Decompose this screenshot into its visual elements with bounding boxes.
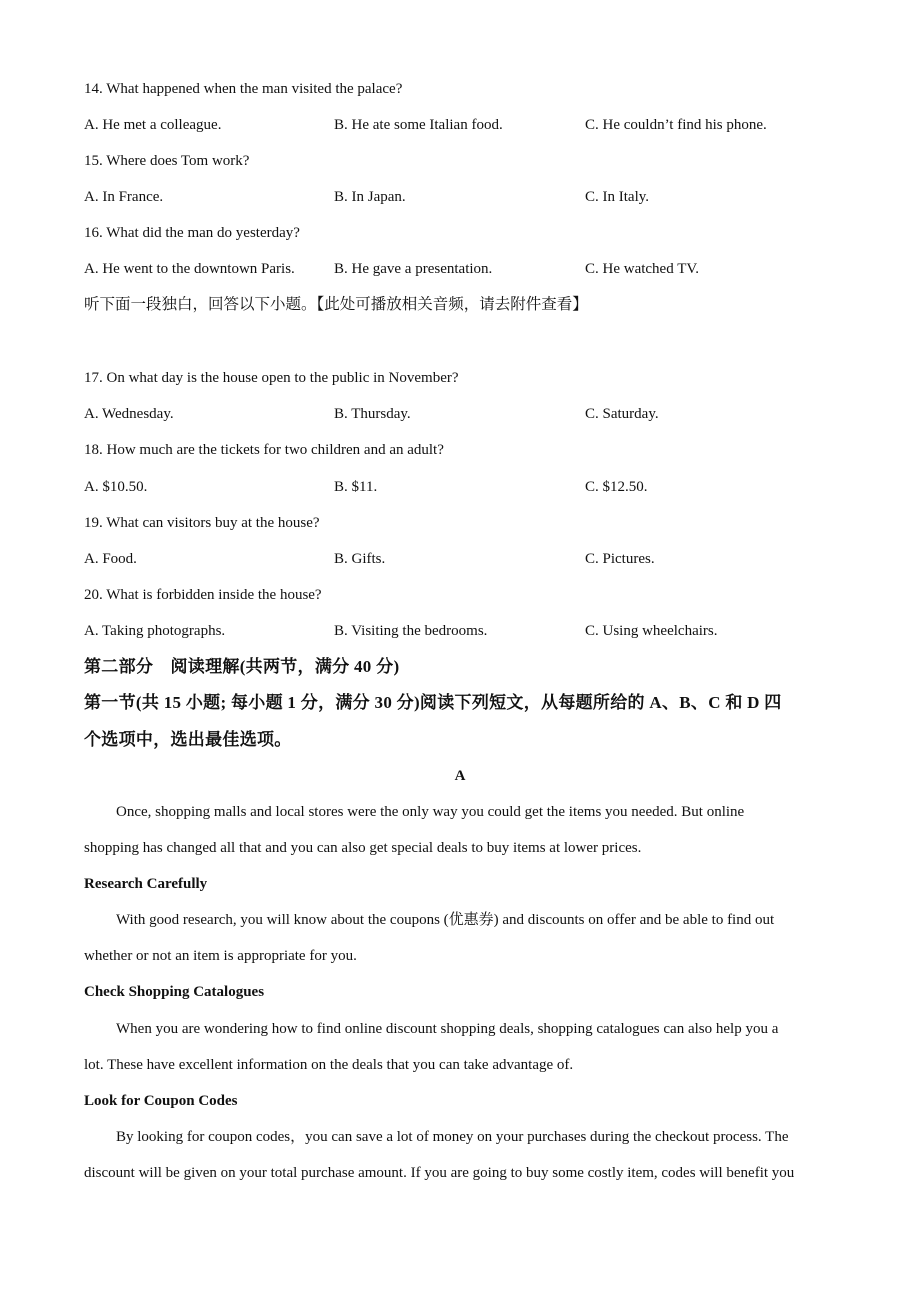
section1-instruction-line1: 第一节(共 15 小题; 每小题 1 分，满分 30 分)阅读下列短文，从每题所给的 A、B、C 和 D 四 [84, 693, 782, 712]
part2-title: 第二部分 阅读理解(共两节，满分 40 分) [84, 657, 400, 676]
q20-option-a: A. Taking photographs. [84, 623, 226, 639]
paragraph2-line1: When you are wondering how to find online discount shopping deals, shopping catalogues can also help you a [116, 1021, 779, 1037]
heading-research-carefully: Research Carefully [84, 876, 208, 892]
q17-option-c: C. Saturday. [585, 406, 659, 422]
q20-option-b: B. Visiting the bedrooms. [334, 623, 488, 639]
q14-option-c: C. He couldn’t find his phone. [585, 117, 767, 133]
q17-option-a: A. Wednesday. [84, 406, 174, 422]
question-20: 20. What is forbidden inside the house? [84, 587, 322, 603]
q18-option-c: C. $12.50. [585, 479, 648, 495]
q16-option-b: B. He gave a presentation. [334, 261, 493, 277]
q15-option-b: B. In Japan. [334, 189, 406, 205]
paragraph3-line2: discount will be given on your total purchase amount. If you are going to buy some costly item, codes will benefit you [84, 1165, 795, 1181]
monologue-instruction: 听下面一段独白，回答以下小题。【此处可播放相关音频，请去附件查看】 [84, 296, 588, 313]
q14-option-a: A. He met a colleague. [84, 117, 222, 133]
passage-intro-line2: shopping has changed all that and you can also get special deals to buy items at lower prices. [84, 840, 642, 856]
q16-option-c: C. He watched TV. [585, 261, 700, 277]
q19-option-a: A. Food. [84, 551, 137, 567]
q14-option-b: B. He ate some Italian food. [334, 117, 503, 133]
question-17: 17. On what day is the house open to the public in November? [84, 370, 459, 386]
q19-option-b: B. Gifts. [334, 551, 386, 567]
paragraph1-line2: whether or not an item is appropriate for you. [84, 948, 357, 964]
question-14: 14. What happened when the man visited the palace? [84, 81, 403, 97]
q15-option-a: A. In France. [84, 189, 164, 205]
passage-label: A [454, 768, 466, 784]
paragraph1-line1: With good research, you will know about the coupons (优惠券) and discounts on offer and be able to find out [116, 912, 775, 928]
question-16: 16. What did the man do yesterday? [84, 225, 300, 241]
paragraph2-line2: lot. These have excellent information on the deals that you can take advantage of. [84, 1057, 574, 1073]
heading-coupon-codes: Look for Coupon Codes [84, 1093, 238, 1109]
q18-option-b: B. $11. [334, 479, 378, 495]
q16-option-a: A. He went to the downtown Paris. [84, 261, 295, 277]
question-15: 15. Where does Tom work? [84, 153, 250, 169]
section1-instruction-line2: 个选项中，选出最佳选项。 [84, 730, 292, 749]
q20-option-c: C. Using wheelchairs. [585, 623, 718, 639]
paragraph3-line1: By looking for coupon codes，you can save a lot of money on your purchases during the checkout process. The [116, 1129, 789, 1145]
heading-check-catalogues: Check Shopping Catalogues [84, 984, 265, 1000]
q15-option-c: C. In Italy. [585, 189, 650, 205]
question-18: 18. How much are the tickets for two children and an adult? [84, 442, 444, 458]
q19-option-c: C. Pictures. [585, 551, 655, 567]
q18-option-a: A. $10.50. [84, 479, 148, 495]
q17-option-b: B. Thursday. [334, 406, 411, 422]
passage-intro-line1: Once, shopping malls and local stores were the only way you could get the items you needed. But online [116, 804, 745, 820]
question-19: 19. What can visitors buy at the house? [84, 515, 320, 531]
